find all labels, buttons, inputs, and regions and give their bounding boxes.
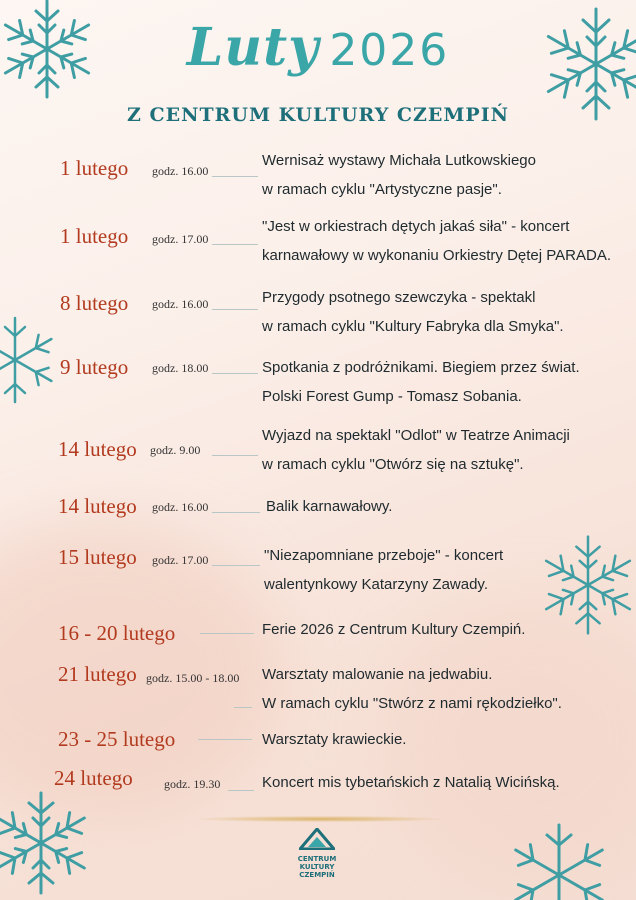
event-date: 21 lutego — [58, 662, 137, 686]
logo — [282, 828, 352, 879]
snowflake-icon — [538, 520, 636, 650]
decorative-gold-line — [200, 816, 440, 822]
event-date: 9 lutego — [60, 355, 129, 379]
divider — [212, 373, 258, 374]
divider — [212, 512, 260, 513]
event-date: 1 lutego — [60, 224, 129, 248]
event-date: 8 lutego — [60, 291, 129, 315]
page-subtitle: Z CENTRUM KULTURY CZEMPIŃ — [127, 104, 509, 126]
event-date: 23 - 25 lutego — [58, 727, 176, 751]
event-date: 16 - 20 lutego — [58, 621, 176, 645]
event-time: godz. 19.30 — [164, 777, 221, 791]
logo-triangle-icon — [299, 828, 335, 850]
event-date: 15 lutego — [58, 545, 137, 569]
event-time: godz. 16.00 — [152, 500, 209, 514]
logo-text-1: CENTRUM — [297, 855, 337, 863]
event-time: godz. 17.00 — [152, 553, 209, 567]
event-date: 14 lutego — [58, 437, 137, 461]
divider — [198, 739, 252, 740]
event-date: 14 lutego — [58, 494, 137, 518]
divider — [234, 707, 252, 708]
event-date: 24 lutego — [54, 766, 133, 790]
event-description: Wernisaż wystawy Michała Lutkowskiego w ramach cyklu "Artystyczne pasje". — [262, 152, 536, 198]
event-description: Przygody psotnego szewczyka - spektakl w ramach cyklu "Kultury Fabryka dla Smyka". — [262, 289, 564, 335]
logo-text-3: CZEMPIŃ — [299, 871, 335, 879]
divider — [212, 244, 258, 245]
event-time: godz. 18.00 — [152, 361, 209, 375]
event-description: Spotkania z podróżnikami. Biegiem przez świat. Polski Forest Gump - Tomasz Sobania. — [262, 359, 580, 405]
event-description: Wyjazd na spektakl "Odlot" w Teatrze Animacji w ramach cyklu "Otwórz się na sztukę". — [262, 427, 570, 473]
event-description: Warsztaty malowanie na jedwabiu. W ramach cyklu "Stwórz z nami rękodziełko". — [262, 666, 562, 712]
event-date: 1 lutego — [60, 156, 129, 180]
event-description: Ferie 2026 z Centrum Kultury Czempiń. — [262, 621, 526, 638]
event-description: Koncert mis tybetańskich z Natalią Wicińską. — [262, 774, 560, 791]
event-time: godz. 16.00 — [152, 164, 209, 178]
event-time: godz. 17.00 — [152, 232, 209, 246]
event-description: Balik karnawałowy. — [266, 498, 393, 515]
divider — [212, 565, 260, 566]
divider — [200, 633, 254, 634]
divider — [228, 790, 254, 791]
snowflake-icon — [0, 310, 60, 410]
snowflake-icon — [0, 786, 96, 900]
event-time: godz. 15.00 - 18.00 — [146, 671, 240, 685]
divider — [212, 309, 258, 310]
event-time: godz. 16.00 — [152, 297, 209, 311]
event-description: "Niezapomniane przeboje" - koncert walentynkowy Katarzyny Zawady. — [264, 547, 504, 593]
title-year: 2026 — [329, 25, 450, 76]
logo-text-2: KULTURY — [299, 863, 335, 871]
event-description: "Jest w orkiestrach dętych jakaś siła" - koncert karnawałowy w wykonaniu Orkiestry Dętej PARADA. — [262, 218, 612, 264]
divider — [212, 176, 258, 177]
page-title — [0, 17, 636, 78]
title-month: Luty — [186, 17, 320, 78]
divider — [212, 455, 258, 456]
event-description: Warsztaty krawieckie. — [262, 731, 407, 748]
snowflake-icon — [494, 820, 624, 900]
event-time: godz. 9.00 — [150, 443, 201, 457]
